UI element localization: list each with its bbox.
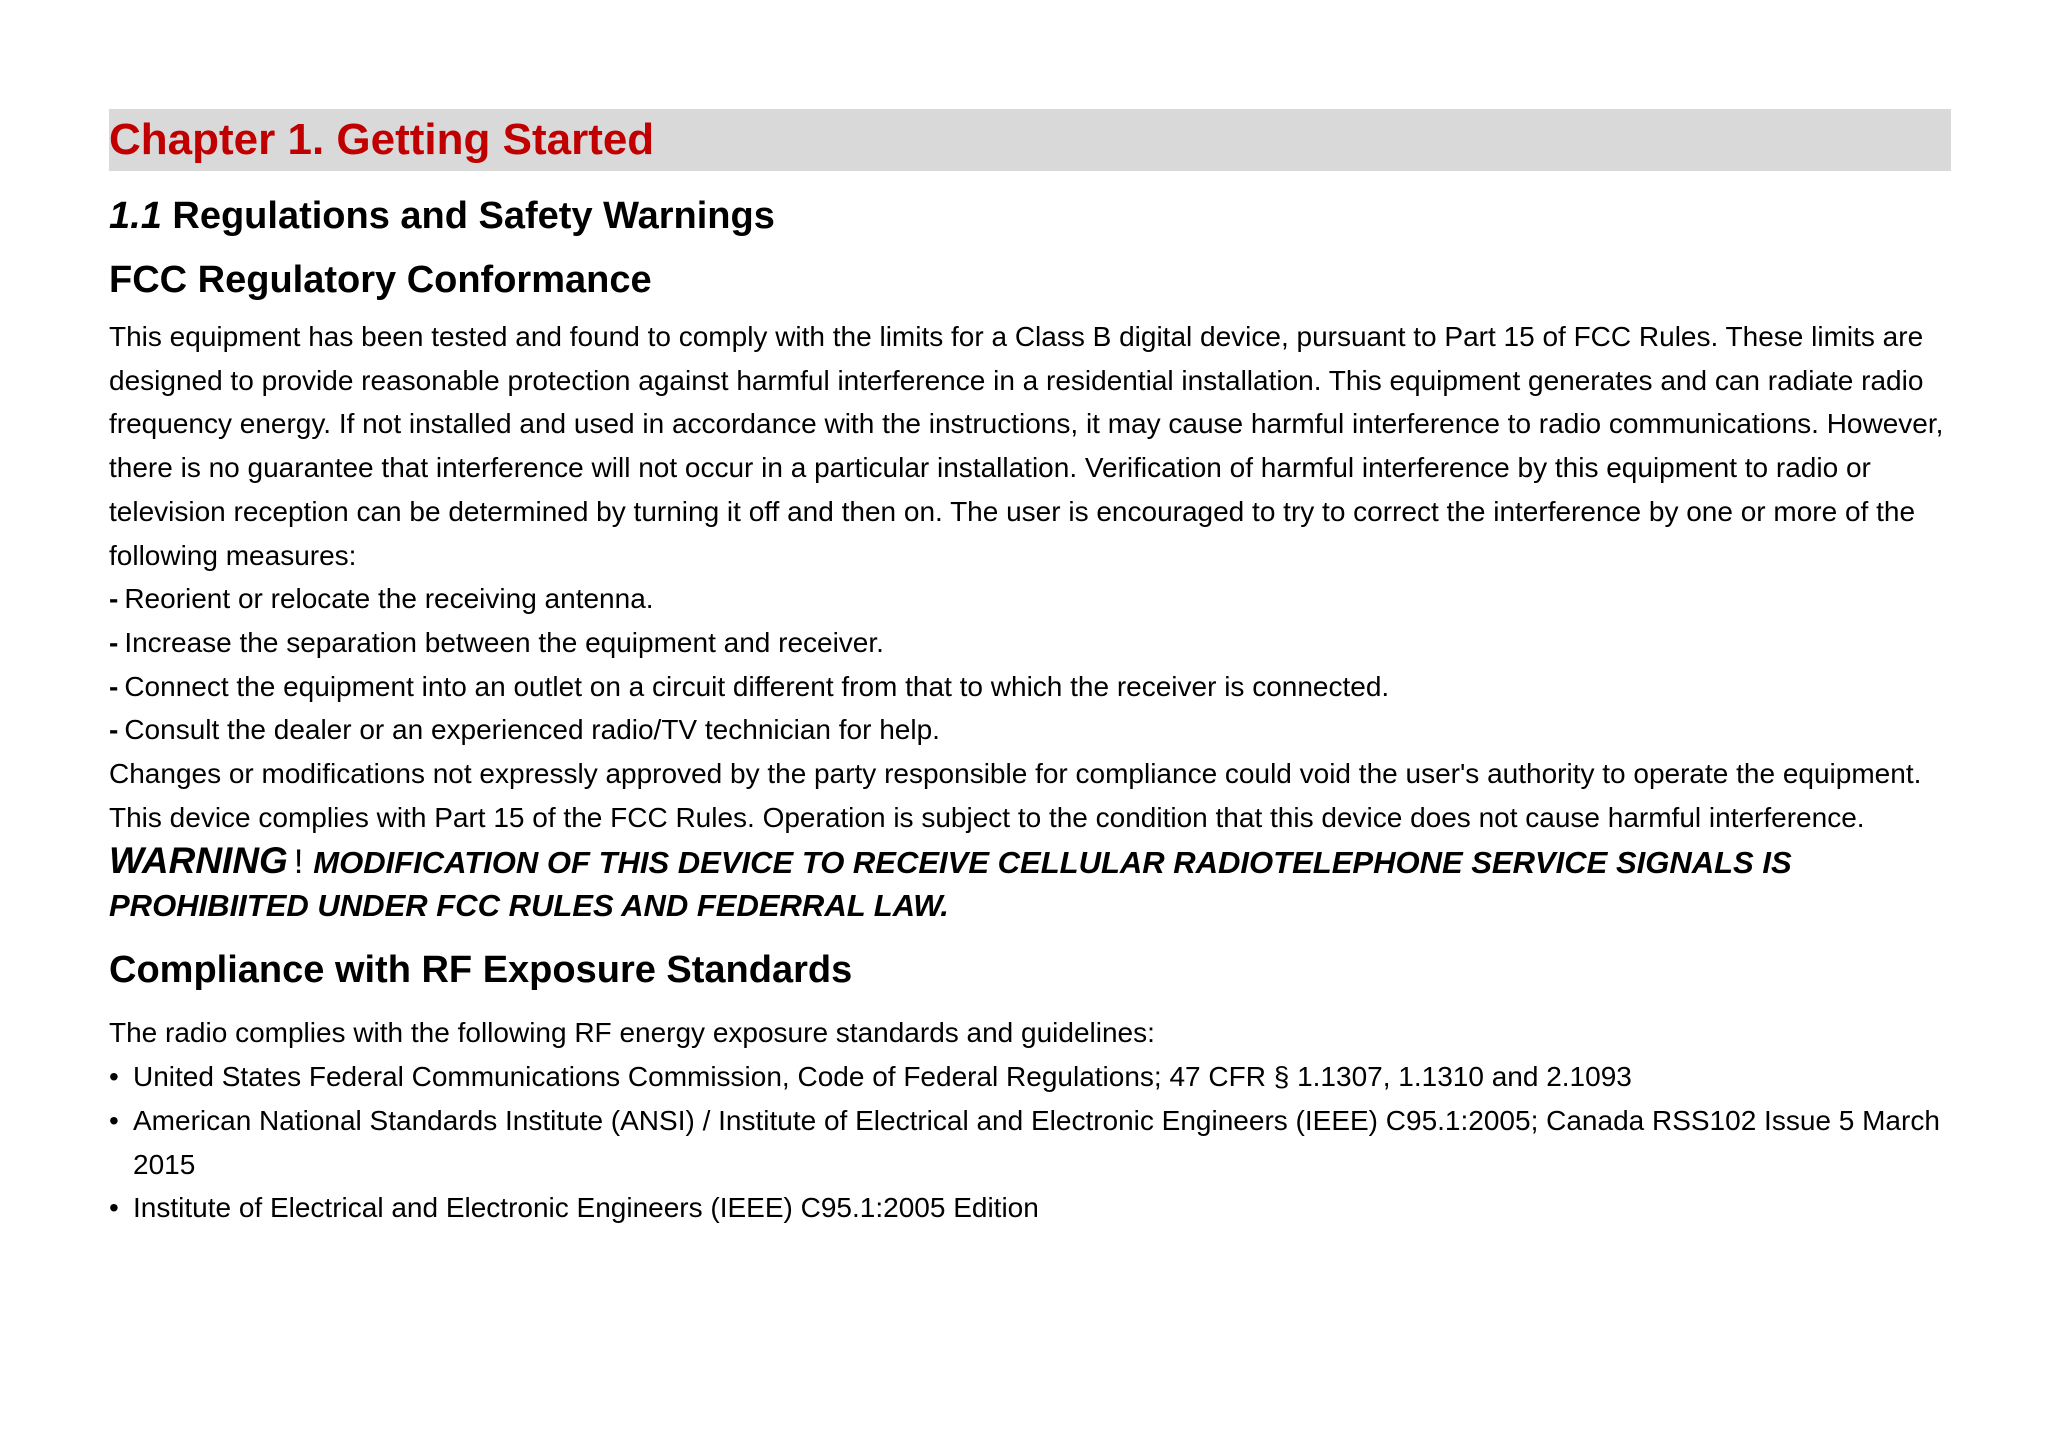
- list-item: - Increase the separation between the equipment and receiver.: [109, 626, 884, 658]
- chapter-header-bar: [109, 109, 1951, 171]
- changes-note-paragraph: Changes or modifications not expressly approved by the party responsible for compliance could void the user's authority to operate the equipment.: [109, 758, 1922, 790]
- part15-note-paragraph: This device complies with Part 15 of the FCC Rules. Operation is subject to the condition that this device does not cause harmful interference.: [109, 801, 1865, 833]
- rf-intro-paragraph: The radio complies with the following RF energy exposure standards and guidelines:: [109, 1017, 1155, 1049]
- document-page: [109, 109, 1951, 1230]
- section-number: 1.1: [109, 195, 162, 237]
- section-title: Regulations and Safety Warnings: [161, 195, 775, 237]
- list-item: • United States Federal Communications Commission, Code of Federal Regulations; 47 CFR § 1.1307, 1.1310 and 2.1093: [109, 1055, 1951, 1099]
- bullet-marker: •: [109, 1104, 119, 1136]
- rf-body: [109, 1011, 1951, 1230]
- list-marker: -: [109, 583, 119, 615]
- rf-exposure-heading: Compliance with RF Exposure Standards: [109, 949, 853, 992]
- chapter-title: Chapter 1. Getting Started: [109, 115, 655, 164]
- list-item: - Consult the dealer or an experienced radio/TV technician for help.: [109, 714, 940, 746]
- bullet-marker: •: [109, 1192, 119, 1224]
- fcc-body: [109, 315, 1951, 927]
- warning-paragraph: [109, 839, 1951, 927]
- list-marker: -: [109, 626, 119, 658]
- list-item: - Connect the equipment into an outlet on a circuit different from that to which the receiver is connected.: [109, 670, 1390, 702]
- fcc-intro-paragraph: This equipment has been tested and found to comply with the limits for a Class B digital device, pursuant to Part 15 of FCC Rules. These limits are designed to provide reasonable protection against harmful interference in a residential installation. This equipment generates and can radiate radio frequency energy. If not installed and used in accordance with the instructions, it may cause harmful interference to radio communications. However, there is no guarantee that interference will not occur in a particular installation. Verification of harmful interference by this equipment to radio or television reception can be determined by turning it off and then on. The user is encouraged to try to correct the interference by one or more of the following measures:: [109, 321, 1944, 571]
- list-marker: -: [109, 670, 119, 702]
- bullet-marker: •: [109, 1061, 119, 1093]
- list-item: • American National Standards Institute (ANSI) / Institute of Electrical and Electronic Engineers (IEEE) C95.1:2005; Canada RSS102 Issue 5 March 2015: [109, 1099, 1951, 1186]
- warning-mark: !: [293, 843, 304, 882]
- list-item: - Reorient or relocate the receiving antenna.: [109, 583, 654, 615]
- warning-label: WARNING: [109, 840, 288, 882]
- list-marker: -: [109, 714, 119, 746]
- section-heading-regulations: [109, 191, 1951, 241]
- warning-text: MODIFICATION OF THIS DEVICE TO RECEIVE CELLULAR RADIOTELEPHONE SERVICE SIGNALS IS PROHIBIITED UNDER FCC RULES AND FEDERRAL LAW.: [109, 845, 1792, 924]
- fcc-heading: FCC Regulatory Conformance: [109, 259, 652, 301]
- list-item: • Institute of Electrical and Electronic Engineers (IEEE) C95.1:2005 Edition: [109, 1186, 1951, 1230]
